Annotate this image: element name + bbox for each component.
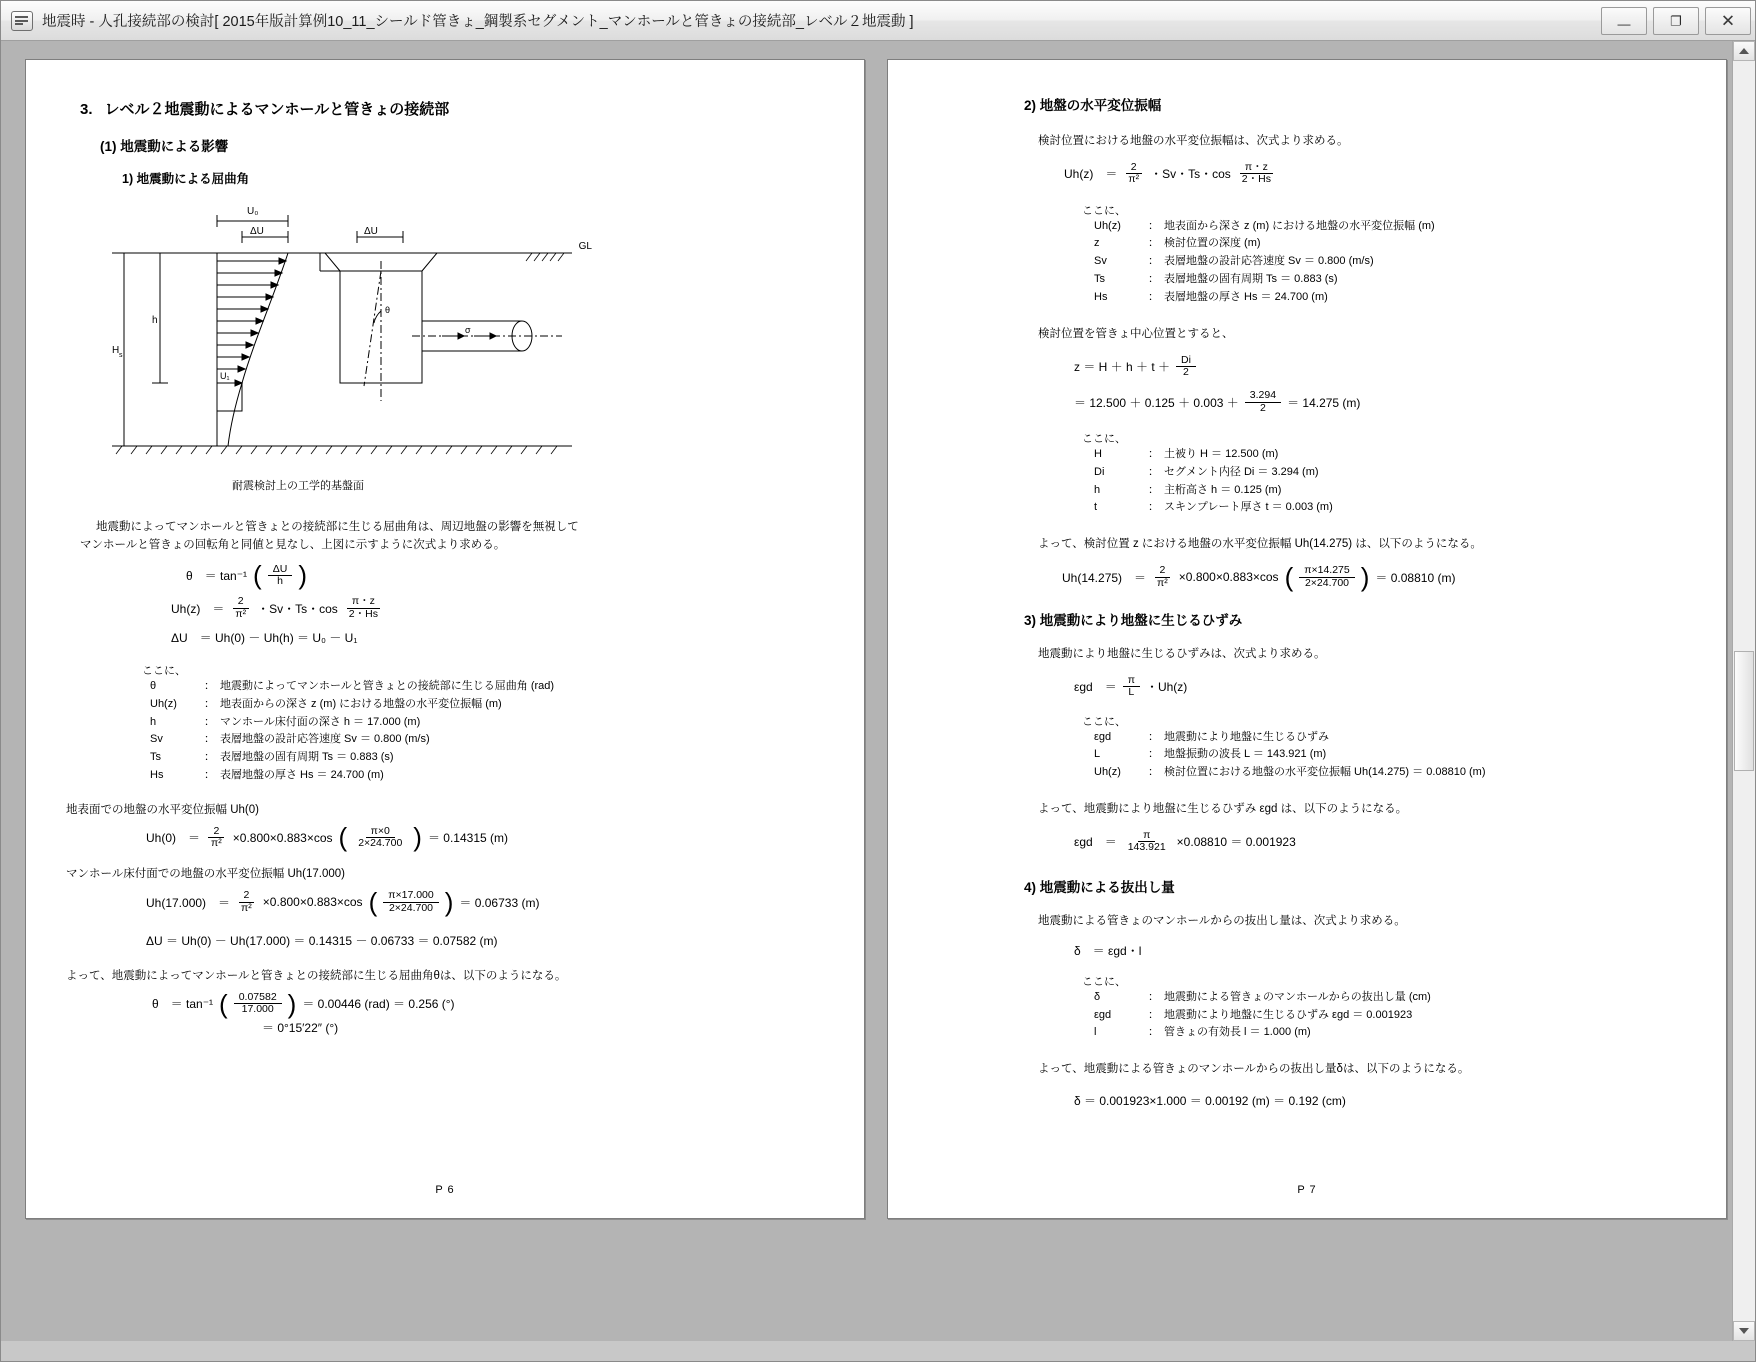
figure-label-u1: U₁ bbox=[220, 371, 230, 381]
eq2-lhs: Uh(z) ＝ bbox=[1064, 167, 1118, 182]
figure-label-du-left: ΔU bbox=[250, 226, 264, 237]
figure-label-du-right: ΔU bbox=[364, 226, 378, 237]
eq2-res-frac2: $\frac{\pi\times 14.275}{2\times 24.700}$ bbox=[1299, 565, 1355, 589]
kokoni-label-2: ここに、 bbox=[1082, 204, 1126, 217]
eq-uh-frac2: $\frac{\pi・z}{2・Hs}$ bbox=[348, 595, 378, 620]
eq-uh17-mid: ×0.800×0.883×cos bbox=[262, 895, 363, 910]
figure-label-gl: GL bbox=[578, 241, 592, 252]
section3-lead: 地震動により地盤に生じるひずみは、次式より求める。 bbox=[1038, 647, 1326, 660]
eq-z-calc-lhs: ＝ 12.500 ＋ 0.125 ＋ 0.003 ＋ bbox=[1074, 395, 1239, 410]
eq3-res-lhs: εgd ＝ bbox=[1074, 835, 1117, 850]
window-controls bbox=[1601, 7, 1751, 35]
paren-close: ) bbox=[298, 560, 307, 591]
eq4: δ ＝ εgd・l bbox=[1074, 943, 1142, 958]
eq-uh0-mid: ×0.800×0.883×cos bbox=[232, 830, 333, 845]
definition-row: Uh(z) ： 地表面から深さ z (m) における地盤の水平変位振幅 (m) bbox=[1094, 219, 1435, 232]
document-viewport bbox=[1, 41, 1755, 1341]
figure-bending-angle bbox=[92, 201, 612, 491]
eq-result-fraction: $\frac{0.07582}{17.000}$ bbox=[234, 992, 282, 1016]
eq-z-lhs: z ＝ H ＋ h ＋ t ＋ bbox=[1074, 360, 1171, 375]
definition-row: z ： 検討位置の深度 (m) bbox=[1094, 237, 1261, 250]
section4-conclusion: よって、地震動による管きょのマンホールからの抜出し量δは、以下のようになる。 bbox=[1038, 1063, 1470, 1076]
section2-conclusion: よって、検討位置 z における地盤の水平変位振幅 Uh(14.275) は、以下のようになる。 bbox=[1038, 538, 1482, 551]
eq-uh0-lhs: Uh(0) ＝ bbox=[146, 831, 201, 846]
definition-row: L ： 地盤振動の波長 L ＝ 143.921 (m) bbox=[1094, 748, 1327, 761]
definition-list-4 bbox=[1094, 729, 1680, 782]
definition-row: h ： マンホール床付面の深さ h ＝ 17.000 (m) bbox=[150, 715, 421, 728]
pages-container bbox=[1, 41, 1732, 1341]
definition-row: Sv ： 表層地盤の設計応答速度 Sv ＝ 0.800 (m/s) bbox=[1094, 255, 1374, 268]
page-number-right: P 7 bbox=[1297, 1184, 1317, 1196]
eq-uh17-frac2: $\frac{\pi\times 17.000}{2\times 24.700}$ bbox=[383, 890, 439, 914]
subsection-heading: (1) 地震動による影響 bbox=[100, 139, 229, 154]
eq3-res-fraction: $\frac{\pi}{143.921}$ bbox=[1127, 829, 1166, 854]
eq-result-rhs: ＝ 0.00446 (rad) ＝ 0.256 (°) bbox=[302, 997, 455, 1012]
eq-uh0-rhs: ＝ 0.14315 (m) bbox=[427, 831, 509, 846]
eq-uh-frac1: $\frac{2}{\text{π²}}$ bbox=[230, 596, 251, 620]
document-page-7[interactable]: 2) 地盤の水平変位振幅 検討位置における地盤の水平変位振幅は、次式より求める。 Uh(z) ＝ $\frac{2}{\text{π²}}$ ・Sv・Ts・cos $\frac{\pi・z}{2・Hs}$ ここに、 Uh(z) ： 地表面から深さ z (m) における地盤の水平変位振幅 (m) z ： 検討位置の深度 (m) Sv ： 表層地盤の設計応答速度 Sv ＝ 0.800 (m/s) Ts ： 表層地盤の固有周期 Ts ＝ 0.883 (s) Hs ： 表層地盤の厚さ Hs ＝ 24.700 (m) 検討位置を管きょ中心位置とすると、 z ＝ H ＋ h ＋ t ＋ $\frac{Di}{2}$ ＝ 12.500 ＋ 0.125 ＋ 0.003 ＋ $\frac{3.294}{2}$ ＝ 14.275 (m) ここに、 H ： 土被り H ＝ 12.500 (m) Di ： セグメント内径 Di ＝ 3.294 (m) h ： 主桁高さ h ＝ 0.125 (m) t ： スキンプレート厚さ t ＝ 0.003 (m) よって、検討位置 z における地盤の水平変位振幅 Uh(14.275) は、以下のようになる。 Uh(14.275) ＝ $\frac{2}{\text{π²}}$ ×0.800×0.883×cos ( $\frac{\pi\times 14.275}{2\times 24.700}$ ) ＝ 0.08810 (m) 3) 地震動により地盤に生じるひずみ 地震動により地盤に生じるひずみは、次式より求める。 εgd ＝ $\frac{\pi}{L}$ ・Uh(z) ここに、 εgd ： 地震動により地盤に生じるひずみ L ： 地盤振動の波長 L ＝ 143.921 (m) Uh(z) ： 検討位置における地盤の水平変位振幅 Uh(14.275) ＝ 0.08810 (m) よって、地震動により地盤に生じるひずみ εgd は、以下のようになる。 εgd ＝ $\frac{\pi}{143.921}$ ×0.08810 ＝ 0.001923 4) 地震動による抜出し量 地震動による管きょのマンホールからの抜出し量は、次式より求める。 δ ＝ εgd・l ここに、 δ ： 地震動による管きょのマンホールからの抜出し量 (cm) εgd ： 地震動により地盤に生じるひずみ εgd ＝ 0.001923 l ： 管きょの有効長 l ＝ 1.000 (m) よって、地震動による管きょのマンホールからの抜出し量δは、以下のようになる。 δ ＝ 0.001923×1.000 ＝ 0.00192 (m) ＝ 0.192 (cm) P 7 bbox=[887, 59, 1727, 1219]
figure-label-theta: θ bbox=[385, 305, 391, 315]
eq2-res-lhs: Uh(14.275) ＝ bbox=[1062, 570, 1147, 585]
definition-list-2 bbox=[1094, 218, 1680, 307]
kokoni-label-3: ここに、 bbox=[1082, 433, 1126, 446]
definition-list-3 bbox=[1094, 446, 1680, 517]
definition-row: t ： スキンプレート厚さ t ＝ 0.003 (m) bbox=[1094, 501, 1333, 514]
scroll-down-arrow-icon[interactable] bbox=[1733, 1321, 1755, 1341]
eq3-rhs: ・Uh(z) bbox=[1145, 680, 1188, 695]
section3-conclusion: よって、地震動により地盤に生じるひずみ εgd は、以下のようになる。 bbox=[1038, 803, 1408, 816]
scrollbar-thumb[interactable] bbox=[1734, 651, 1754, 771]
figure-label-u0: U₀ bbox=[247, 206, 259, 217]
eq2-mid: ・Sv・Ts・cos bbox=[1150, 167, 1231, 182]
eq-uh17-frac1: $\frac{2}{\text{π²}}$ bbox=[236, 890, 257, 914]
definition-list-1 bbox=[150, 678, 824, 785]
definition-list-5 bbox=[1094, 989, 1680, 1042]
eq2-frac2: $\frac{\pi・z}{2・Hs}$ bbox=[1241, 161, 1271, 186]
section-number: 3. bbox=[80, 101, 93, 118]
eq-z-calc-rhs: ＝ 14.275 (m) bbox=[1287, 395, 1361, 410]
section4-heading: 4) 地震動による抜出し量 bbox=[1024, 879, 1175, 895]
definition-row: Uh(z) ： 検討位置における地盤の水平変位振幅 Uh(14.275) ＝ 0.08810 (m) bbox=[1094, 766, 1486, 779]
definition-row: h ： 主桁高さ h ＝ 0.125 (m) bbox=[1094, 483, 1282, 496]
eq-delta-u: ΔU ＝ Uh(0) － Uh(h) ＝ U₀ － U₁ bbox=[171, 630, 358, 645]
section4-lead: 地震動による管きょのマンホールからの抜出し量は、次式より求める。 bbox=[1038, 914, 1406, 927]
figure-svg bbox=[92, 201, 612, 491]
definition-row: H ： 土被り H ＝ 12.500 (m) bbox=[1094, 448, 1279, 461]
section3-heading: 3) 地震動により地盤に生じるひずみ bbox=[1024, 612, 1243, 628]
vertical-scrollbar[interactable] bbox=[1732, 41, 1755, 1341]
section-title: レベル２地震動によるマンホールと管きょの接続部 bbox=[104, 101, 450, 118]
definition-row: Ts ： 表層地盤の固有周期 Ts ＝ 0.883 (s) bbox=[1094, 273, 1338, 286]
figure-label-hs: H bbox=[112, 345, 120, 356]
section-heading bbox=[80, 98, 824, 119]
definition-row: εgd ： 地震動により地盤に生じるひずみ bbox=[1094, 730, 1329, 743]
svg-text:s: s bbox=[119, 352, 123, 359]
conclusion-line: よって、地震動によってマンホールと管きょとの接続部に生じる屈曲角θは、以下のようになる。 bbox=[66, 970, 567, 983]
paren-open: ( bbox=[253, 560, 262, 591]
section2-heading: 2) 地盤の水平変位振幅 bbox=[1024, 98, 1162, 113]
document-page-6[interactable]: 3. レベル２地震動によるマンホールと管きょの接続部 (1) 地震動による影響 1) 地震動による屈曲角 GL U₀ ΔU ΔU H s h U₁ θ σ 耐震検討上の工学的基盤面 地震動によってマンホールと管きょとの接続部に生じる屈曲角は、周辺地盤の影響を無視して マンホールと管きょの回転角と同値と見なし、上図に示すように次式より求める。 θ ＝ tan⁻¹ ( $\frac{\Delta U}{h}$ ) Uh(z) ＝ $\frac{2}{\text{π²}}$ ・Sv・Ts・cos $\frac{\pi・z}{2・Hs}$ ΔU ＝ Uh(0) － Uh(h) ＝ U₀ － U₁ ここに、 θ ： 地震動によってマンホールと管きょとの接続部に生じる屈曲角 (rad) Uh(z) ： 地表面からの深さ z (m) における地盤の水平変位振幅 (m) h ： マンホール床付面の深さ h ＝ 17.000 (m) Sv ： 表層地盤の設計応答速度 Sv ＝ 0.800 (m/s) Ts ： 表層地盤の固有周期 Ts ＝ 0.883 (s) Hs ： 表層地盤の厚さ Hs ＝ 24.700 (m) 地表面での地盤の水平変位振幅 Uh(0) Uh(0) ＝ $\frac{2}{\text{π²}}$ ×0.800×0.883×cos ( $\frac{\pi\times 0}{2\times 24.700}$ ) ＝ 0.14315 (m) マンホール床付面での地盤の水平変位振幅 Uh(17.000) Uh(17.000) ＝ $\frac{2}{\text{π²}}$ ×0.800×0.883×cos ( $\frac{\pi\times 17.000}{2\times 24.700}$ ) ＝ 0.06733 (m) ΔU ＝ Uh(0) － Uh(17.000) ＝ 0.14315 － 0.06733 ＝ 0.07582 (m) よって、地震動によってマンホールと管きょとの接続部に生じる屈曲角θは、以下のようになる。 θ ＝ tan⁻¹ ( $\frac{0.07582}{17.000}$ ) ＝ 0.00446 (rad) ＝ 0.256 (°) ＝ 0°15′22″ (°) P 6 bbox=[25, 59, 865, 1219]
kokoni-label-1: ここに、 bbox=[142, 664, 186, 677]
eq2-frac1: $\frac{2}{\text{π²}}$ bbox=[1123, 162, 1144, 186]
definition-row: Di ： セグメント内径 Di ＝ 3.294 (m) bbox=[1094, 465, 1319, 478]
eq-z-fraction: $\frac{Di}{2}$ bbox=[1176, 355, 1196, 379]
scroll-up-arrow-icon[interactable] bbox=[1733, 41, 1755, 61]
definition-row: Uh(z) ： 地表面からの深さ z (m) における地盤の水平変位振幅 (m) bbox=[150, 697, 502, 710]
floor-displacement-label: マンホール床付面での地盤の水平変位振幅 Uh(17.000) bbox=[66, 868, 345, 881]
definition-row: Sv ： 表層地盤の設計応答速度 Sv ＝ 0.800 (m/s) bbox=[150, 733, 430, 746]
figure-label-sigma: σ bbox=[465, 325, 471, 335]
kokoni-label-5: ここに、 bbox=[1082, 975, 1126, 988]
window-title: 地震時 - 人孔接続部の検討[ 2015年版計算例10_11_シールド管きょ_鋼製系セグメント_マンホールと管きょの接続部_レベル２地震動 ] bbox=[42, 14, 914, 30]
eq-result-lhs: θ ＝ tan⁻¹ bbox=[152, 997, 214, 1012]
definition-row: Ts ： 表層地盤の固有周期 Ts ＝ 0.883 (s) bbox=[150, 751, 394, 764]
eq-uh17-rhs: ＝ 0.06733 (m) bbox=[459, 895, 540, 910]
eq-uh0-frac2: $\frac{\pi\times 0}{2\times 24.700}$ bbox=[358, 824, 403, 850]
section2-mid-text: 検討位置を管きょ中心位置とすると、 bbox=[1038, 327, 1234, 340]
eq-uh0-frac1: $\frac{2}{\text{π²}}$ bbox=[206, 826, 227, 850]
definition-row: Hs ： 表層地盤の厚さ Hs ＝ 24.700 (m) bbox=[150, 769, 384, 781]
eq3-fraction: $\frac{\pi}{L}$ bbox=[1123, 675, 1140, 699]
eq2-res-mid: ×0.800×0.883×cos bbox=[1178, 570, 1279, 585]
eq2-res-frac1: $\frac{2}{\text{π²}}$ bbox=[1152, 565, 1173, 589]
definition-row: Hs ： 表層地盤の厚さ Hs ＝ 24.700 (m) bbox=[1094, 290, 1328, 303]
eq3-lhs: εgd ＝ bbox=[1074, 680, 1117, 695]
eq-delta-u-value: ΔU ＝ Uh(0) － Uh(17.000) ＝ 0.14315 － 0.06733 ＝ 0.07582 (m) bbox=[146, 934, 498, 949]
eq-theta-lhs: θ ＝ tan⁻¹ bbox=[186, 568, 248, 583]
section2-lead: 検討位置における地盤の水平変位振幅は、次式より求める。 bbox=[1038, 135, 1349, 147]
paragraph-line-2: マンホールと管きょの回転角と同値と見なし、上図に示すように次式より求める。 bbox=[80, 538, 506, 551]
eq-z-calc-fraction: $\frac{3.294}{2}$ bbox=[1245, 390, 1281, 414]
title-bar bbox=[1, 1, 1755, 41]
eq4-result: δ ＝ 0.001923×1.000 ＝ 0.00192 (m) ＝ 0.192 (cm) bbox=[1074, 1094, 1346, 1109]
bottom-strip bbox=[1, 1341, 1755, 1361]
close-button[interactable] bbox=[1705, 7, 1751, 35]
eq2-res-rhs: ＝ 0.08810 (m) bbox=[1375, 570, 1456, 585]
surface-displacement-label: 地表面での地盤の水平変位振幅 Uh(0) bbox=[66, 803, 259, 816]
paragraph-line-1: 地震動によってマンホールと管きょとの接続部に生じる屈曲角は、周辺地盤の影響を無視して bbox=[96, 521, 579, 533]
definition-row: l ： 管きょの有効長 l ＝ 1.000 (m) bbox=[1094, 1026, 1311, 1039]
eq-uh-mid: ・Sv・Ts・cos bbox=[257, 601, 338, 616]
minimize-icon: — bbox=[1617, 16, 1631, 32]
eq-uh-lhs: Uh(z) ＝ bbox=[171, 601, 225, 616]
definition-row: δ ： 地震動による管きょのマンホールからの抜出し量 (cm) bbox=[1094, 990, 1431, 1003]
subsubsection-heading: 1) 地震動による屈曲角 bbox=[122, 172, 250, 186]
eq-theta-fraction: $\frac{\Delta U}{h}$ bbox=[268, 564, 293, 588]
close-icon: ✕ bbox=[1720, 11, 1736, 30]
eq3-res-rhs: ×0.08810 ＝ 0.001923 bbox=[1176, 835, 1296, 850]
maximize-button[interactable] bbox=[1653, 7, 1699, 35]
maximize-icon: ❐ bbox=[1670, 13, 1682, 28]
eq-uh17-lhs: Uh(17.000) ＝ bbox=[146, 895, 231, 910]
kokoni-label-4: ここに、 bbox=[1082, 715, 1126, 728]
figure-label-h: h bbox=[152, 315, 158, 326]
app-icon bbox=[11, 11, 33, 31]
minimize-button[interactable] bbox=[1601, 7, 1647, 35]
page-number-left: P 6 bbox=[435, 1184, 455, 1196]
eq-result-line2: ＝ 0°15′22″ (°) bbox=[262, 1020, 339, 1035]
figure-caption: 耐震検討上の工学的基盤面 bbox=[232, 480, 364, 492]
definition-row: θ ： 地震動によってマンホールと管きょとの接続部に生じる屈曲角 (rad) bbox=[150, 679, 555, 692]
definition-row: εgd ： 地震動により地盤に生じるひずみ εgd ＝ 0.001923 bbox=[1094, 1008, 1413, 1021]
